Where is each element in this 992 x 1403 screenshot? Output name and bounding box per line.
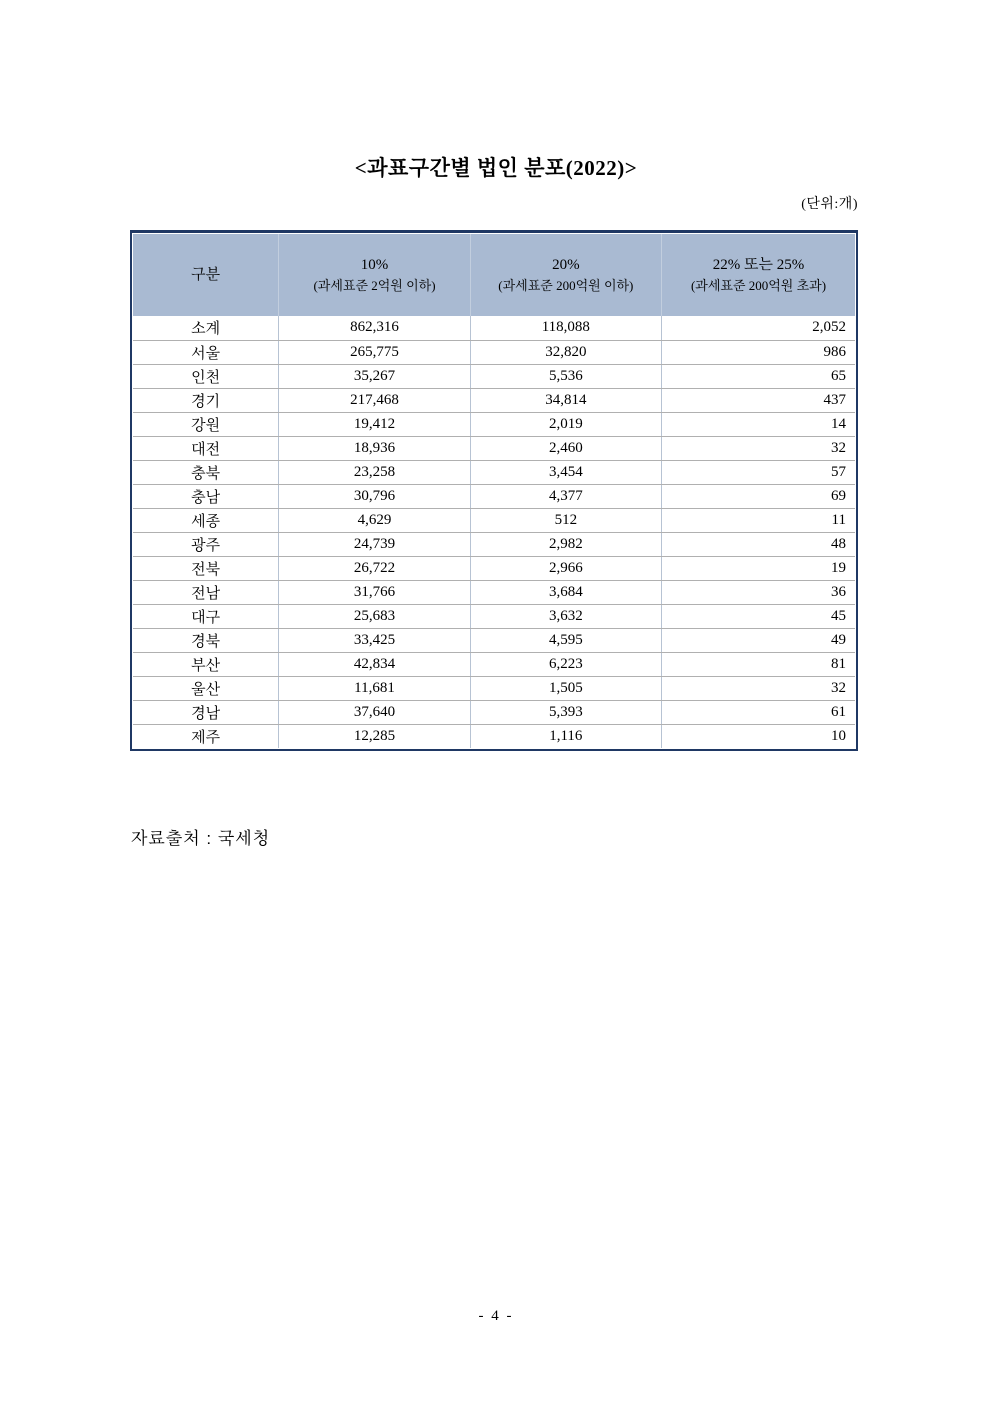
value-cell: 986 <box>662 340 856 364</box>
value-cell: 24,739 <box>279 532 470 556</box>
header-row <box>133 234 855 316</box>
value-cell: 48 <box>662 532 856 556</box>
column-sublabel: (과세표준 200억원 이하) <box>498 277 634 293</box>
value-cell: 3,632 <box>470 604 661 628</box>
value-cell: 14 <box>662 412 856 436</box>
value-cell: 2,982 <box>470 532 661 556</box>
value-cell: 61 <box>662 700 856 724</box>
region-cell: 경북 <box>133 628 279 652</box>
table-row <box>133 676 855 700</box>
region-cell: 제주 <box>133 724 279 748</box>
value-cell: 34,814 <box>470 388 661 412</box>
value-cell: 2,460 <box>470 436 661 460</box>
region-cell: 대구 <box>133 604 279 628</box>
value-cell: 81 <box>662 652 856 676</box>
region-cell: 경남 <box>133 700 279 724</box>
table-row <box>133 556 855 580</box>
value-cell: 10 <box>662 724 856 748</box>
table-row <box>133 508 855 532</box>
table-row <box>133 532 855 556</box>
value-cell: 32 <box>662 676 856 700</box>
table-row <box>133 484 855 508</box>
region-cell: 인천 <box>133 364 279 388</box>
value-cell: 3,684 <box>470 580 661 604</box>
value-cell: 862,316 <box>279 316 470 340</box>
value-cell: 217,468 <box>279 388 470 412</box>
page-number: - 4 - <box>478 1308 514 1324</box>
column-label: 22% 또는 25% <box>712 256 805 273</box>
value-cell: 31,766 <box>279 580 470 604</box>
value-cell: 57 <box>662 460 856 484</box>
table-row <box>133 652 855 676</box>
value-cell: 12,285 <box>279 724 470 748</box>
table-header <box>133 234 855 316</box>
table-row <box>133 316 855 340</box>
table-section <box>130 194 858 751</box>
value-cell: 23,258 <box>279 460 470 484</box>
value-cell: 5,393 <box>470 700 661 724</box>
value-cell: 437 <box>662 388 856 412</box>
column-header-0 <box>133 234 279 316</box>
page-title: <과표구간별 법인 분포(2022)> <box>354 156 638 180</box>
table-row <box>133 364 855 388</box>
table-row <box>133 628 855 652</box>
region-cell: 소계 <box>133 316 279 340</box>
value-cell: 45 <box>662 604 856 628</box>
region-cell: 충북 <box>133 460 279 484</box>
value-cell: 4,377 <box>470 484 661 508</box>
value-cell: 4,629 <box>279 508 470 532</box>
table-body <box>133 316 855 748</box>
column-sublabel: (과세표준 200억원 초과) <box>690 277 827 293</box>
table-row <box>133 388 855 412</box>
column-label: 구분 <box>191 266 221 283</box>
value-cell: 4,595 <box>470 628 661 652</box>
table-row <box>133 436 855 460</box>
value-cell: 1,505 <box>470 676 661 700</box>
value-cell: 35,267 <box>279 364 470 388</box>
value-cell: 65 <box>662 364 856 388</box>
region-cell: 서울 <box>133 340 279 364</box>
data-table-frame <box>130 230 858 751</box>
value-cell: 2,052 <box>662 316 856 340</box>
unit-label: (단위:개) <box>801 197 858 212</box>
column-label: 20% <box>552 256 580 273</box>
region-cell: 광주 <box>133 532 279 556</box>
column-header-3 <box>662 234 856 316</box>
value-cell: 18,936 <box>279 436 470 460</box>
value-cell: 11 <box>662 508 856 532</box>
value-cell: 3,454 <box>470 460 661 484</box>
column-sublabel: (과세표준 2억원 이하) <box>313 277 436 293</box>
value-cell: 2,966 <box>470 556 661 580</box>
value-cell: 30,796 <box>279 484 470 508</box>
region-cell: 대전 <box>133 436 279 460</box>
value-cell: 19,412 <box>279 412 470 436</box>
region-cell: 경기 <box>133 388 279 412</box>
value-cell: 25,683 <box>279 604 470 628</box>
value-cell: 26,722 <box>279 556 470 580</box>
value-cell: 37,640 <box>279 700 470 724</box>
column-header-1 <box>279 234 470 316</box>
column-header-2 <box>470 234 661 316</box>
region-cell: 전남 <box>133 580 279 604</box>
value-cell: 19 <box>662 556 856 580</box>
table-row <box>133 700 855 724</box>
value-cell: 11,681 <box>279 676 470 700</box>
table-row <box>133 724 855 748</box>
table-row <box>133 460 855 484</box>
region-cell: 전북 <box>133 556 279 580</box>
value-cell: 49 <box>662 628 856 652</box>
value-cell: 2,019 <box>470 412 661 436</box>
region-cell: 부산 <box>133 652 279 676</box>
value-cell: 36 <box>662 580 856 604</box>
value-cell: 33,425 <box>279 628 470 652</box>
value-cell: 32,820 <box>470 340 661 364</box>
value-cell: 5,536 <box>470 364 661 388</box>
value-cell: 32 <box>662 436 856 460</box>
region-cell: 세종 <box>133 508 279 532</box>
table-row <box>133 340 855 364</box>
value-cell: 42,834 <box>279 652 470 676</box>
region-cell: 강원 <box>133 412 279 436</box>
column-label: 10% <box>360 256 389 273</box>
tax-bracket-table <box>133 234 855 748</box>
value-cell: 118,088 <box>470 316 661 340</box>
value-cell: 69 <box>662 484 856 508</box>
value-cell: 265,775 <box>279 340 470 364</box>
value-cell: 6,223 <box>470 652 661 676</box>
source-label: 자료출처 : 국세청 <box>131 829 271 848</box>
table-row <box>133 604 855 628</box>
region-cell: 울산 <box>133 676 279 700</box>
table-row <box>133 412 855 436</box>
region-cell: 충남 <box>133 484 279 508</box>
value-cell: 512 <box>470 508 661 532</box>
table-row <box>133 580 855 604</box>
value-cell: 1,116 <box>470 724 661 748</box>
